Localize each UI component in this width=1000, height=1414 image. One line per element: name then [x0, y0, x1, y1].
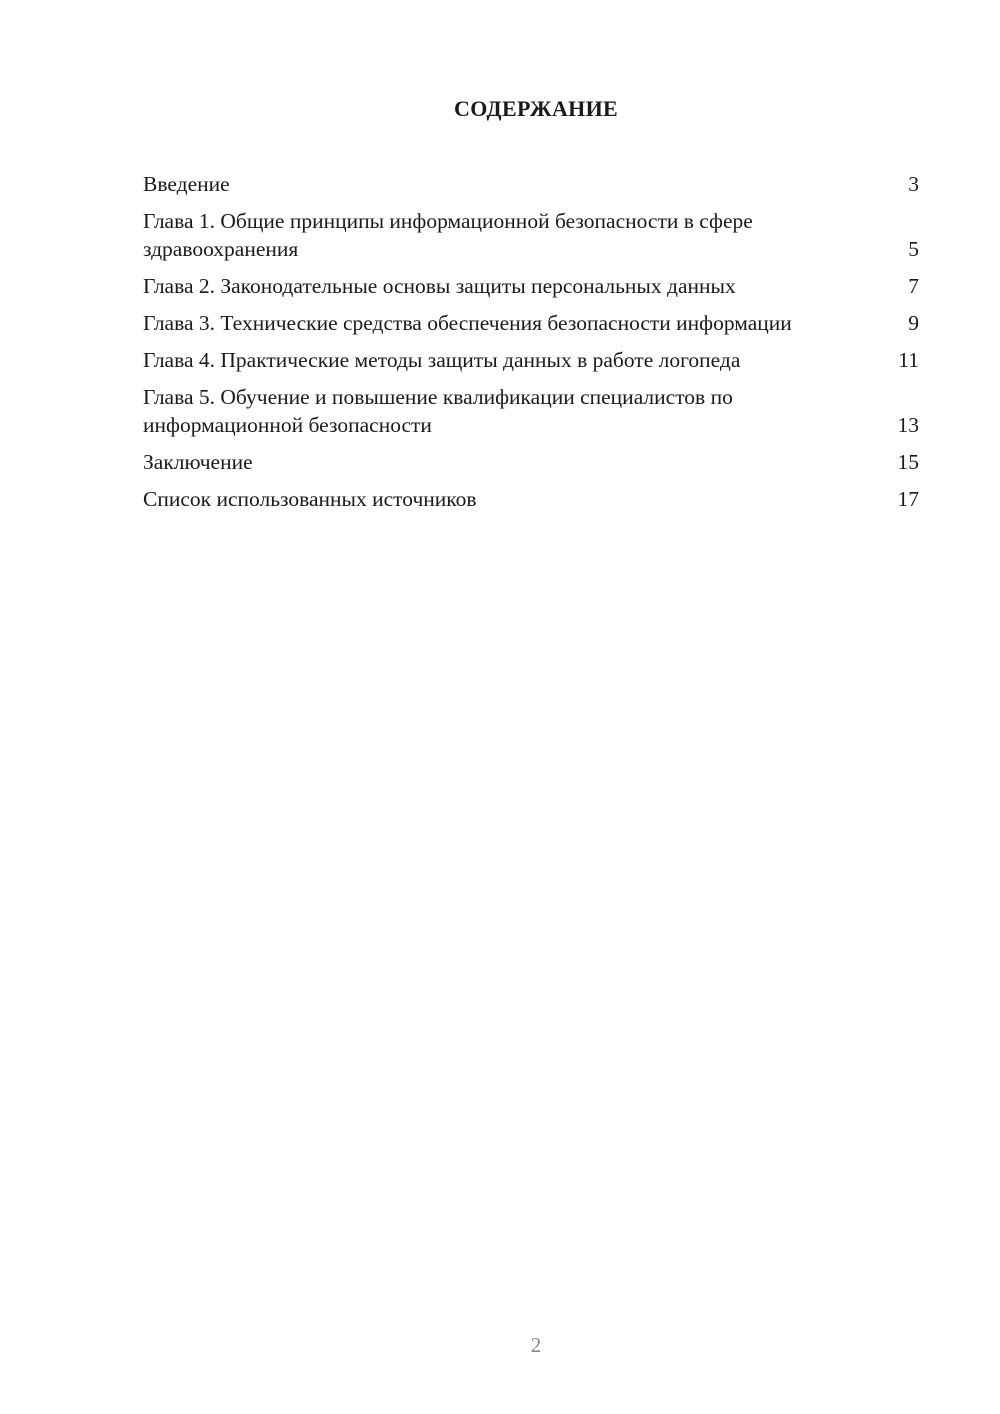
toc-entry-page: 11: [898, 348, 919, 372]
toc-entry-chapter-5: [143, 383, 919, 439]
toc-entry-text: Введение: [143, 172, 230, 196]
toc-entry-chapter-2: [143, 272, 919, 300]
toc-entry-text: Глава 3. Технические средства обеспечения безопасности информации: [143, 311, 792, 335]
toc-entry-page: 3: [908, 172, 919, 196]
toc-entry-text: Глава 2. Законодательные основы защиты персональных данных: [143, 274, 736, 298]
toc-entry-references: [143, 485, 919, 513]
toc-entry-introduction: [143, 170, 919, 198]
toc-entry-page: 15: [897, 450, 919, 474]
page-number: 2: [530, 1333, 542, 1357]
toc-entry-text: Заключение: [143, 450, 253, 474]
toc-entry-chapter-1: [143, 207, 919, 263]
toc-entry-page: 17: [897, 487, 919, 511]
toc-entry-conclusion: [143, 448, 919, 476]
toc-title: СОДЕРЖАНИЕ: [454, 96, 618, 121]
toc-entry-page: 5: [908, 237, 919, 261]
toc-entry-text: Глава 4. Практические методы защиты данных в работе логопеда: [143, 348, 741, 372]
toc-entry-text: Глава 1. Общие принципы информационной безопасности в сфере здравоохранения: [143, 209, 753, 261]
toc-entry-page: 9: [908, 311, 919, 335]
toc-entry-chapter-4: [143, 346, 919, 374]
toc-entry-page: 13: [897, 413, 919, 437]
toc-entry-chapter-3: [143, 309, 919, 337]
toc-entry-text: Глава 5. Обучение и повышение квалификации специалистов по информационной безопасности: [143, 385, 733, 437]
table-of-contents: [143, 170, 919, 522]
toc-entry-text: Список использованных источников: [143, 487, 477, 511]
toc-entry-page: 7: [908, 274, 919, 298]
